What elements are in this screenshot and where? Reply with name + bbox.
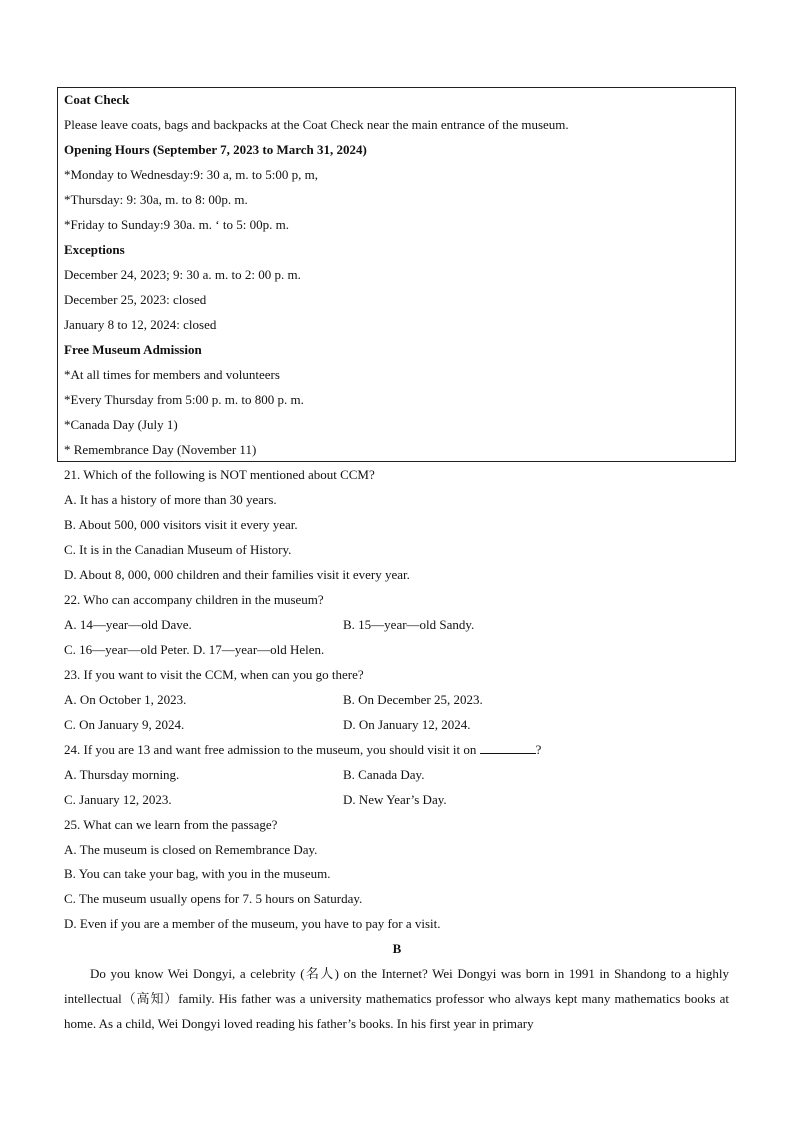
question-24-text: 24. If you are 13 and want free admission to the museum, you should visit it on <box>64 742 477 757</box>
option-24-d: D. New Year’s Day. <box>343 792 447 807</box>
free-admission-title: Free Museum Admission <box>64 342 202 357</box>
free-admission-line: *Canada Day (July 1) <box>64 417 178 432</box>
option-23-c: C. On January 9, 2024. <box>64 717 185 732</box>
coat-check-title: Coat Check <box>64 92 130 107</box>
option-25-a: A. The museum is closed on Remembrance Day. <box>64 842 318 857</box>
exception-line: December 24, 2023; 9: 30 a. m. to 2: 00 p. m. <box>64 267 301 282</box>
hours-line: *Friday to Sunday:9 30a. m. ‘ to 5: 00p. m. <box>64 217 289 232</box>
question-23: 23. If you want to visit the CCM, when can you go there? <box>64 667 364 682</box>
option-25-d: D. Even if you are a member of the museum, you have to pay for a visit. <box>64 916 441 931</box>
section-b-heading: B <box>392 941 402 956</box>
option-24-a: A. Thursday morning. <box>64 767 180 782</box>
option-21-c: C. It is in the Canadian Museum of History. <box>64 542 292 557</box>
option-21-d: D. About 8, 000, 000 children and their families visit it every year. <box>64 567 410 582</box>
option-22-a: A. 14—year—old Dave. <box>64 617 192 632</box>
free-admission-line: *At all times for members and volunteers <box>64 367 280 382</box>
option-24-c: C. January 12, 2023. <box>64 792 172 807</box>
option-23-b: B. On December 25, 2023. <box>343 692 483 707</box>
exception-line: January 8 to 12, 2024: closed <box>64 317 217 332</box>
exception-line: December 25, 2023: closed <box>64 292 207 307</box>
question-21: 21. Which of the following is NOT mentioned about CCM? <box>64 467 375 482</box>
section-b-paragraph: Do you know Wei Dongyi, a celebrity (名人) on the Internet? Wei Dongyi was born in 1991 in Shandong to a highly intellectual（高知）family. His father was a university mathematics professor who always kept many mathematics books at home. As a child, Wei Dongyi loved reading his father’s books. In his first year in primary <box>64 966 729 1031</box>
option-25-b: B. You can take your bag, with you in the museum. <box>64 866 331 881</box>
option-22-b: B. 15—year—old Sandy. <box>343 617 475 632</box>
opening-hours-title: Opening Hours (September 7, 2023 to March 31, 2024) <box>64 142 367 157</box>
option-21-b: B. About 500, 000 visitors visit it every year. <box>64 517 298 532</box>
question-25: 25. What can we learn from the passage? <box>64 817 278 832</box>
exceptions-title: Exceptions <box>64 242 125 257</box>
option-23-a: A. On October 1, 2023. <box>64 692 187 707</box>
question-24 <box>64 742 541 758</box>
question-24-mark: ? <box>535 742 542 757</box>
option-21-a: A. It has a history of more than 30 years. <box>64 492 277 507</box>
question-22: 22. Who can accompany children in the museum? <box>64 592 324 607</box>
option-24-b: B. Canada Day. <box>343 767 425 782</box>
free-admission-line: *Every Thursday from 5:00 p. m. to 800 p. m. <box>64 392 304 407</box>
hours-line: *Monday to Wednesday:9: 30 a, m. to 5:00 p, m, <box>64 167 318 182</box>
coat-check-text: Please leave coats, bags and backpacks at the Coat Check near the main entrance of the museum. <box>64 117 569 132</box>
option-22-cd: C. 16—year—old Peter. D. 17—year—old Helen. <box>64 642 325 657</box>
option-23-d: D. On January 12, 2024. <box>343 717 471 732</box>
option-25-c: C. The museum usually opens for 7. 5 hours on Saturday. <box>64 891 363 906</box>
answer-blank <box>480 742 536 754</box>
free-admission-line: * Remembrance Day (November 11) <box>64 442 257 457</box>
hours-line: *Thursday: 9: 30a, m. to 8: 00p. m. <box>64 192 248 207</box>
